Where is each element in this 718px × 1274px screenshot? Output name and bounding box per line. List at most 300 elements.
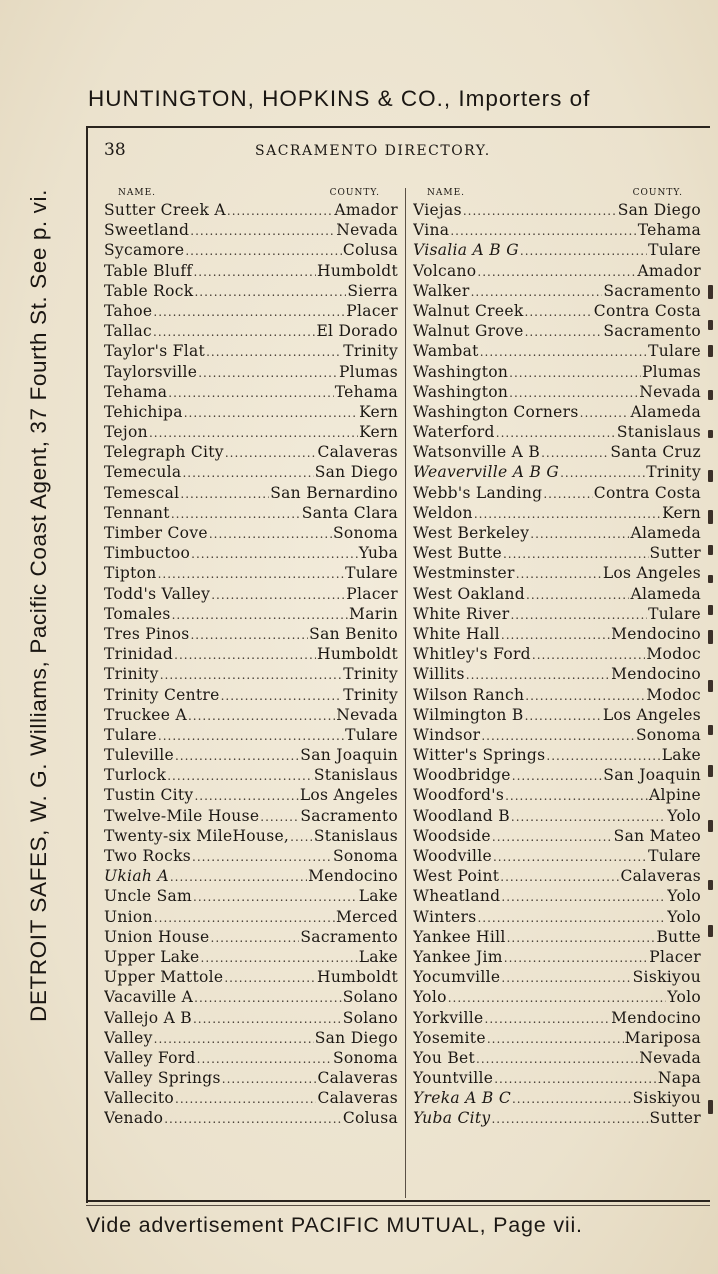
dot-leader: [466, 665, 610, 684]
dot-leader: [511, 807, 666, 826]
county-name: San Benito: [309, 624, 398, 643]
place-name: Westminster: [413, 564, 515, 583]
dot-leader: [193, 1009, 342, 1028]
place-name: West Butte: [413, 544, 502, 563]
county-name: Trinity: [646, 463, 701, 482]
county-name: Solano: [342, 988, 398, 1007]
directory-entry: [413, 442, 701, 462]
county-name: Kern: [662, 503, 701, 522]
place-name: Wilson Ranch: [413, 685, 525, 704]
directory-entry: [413, 422, 701, 442]
dot-leader: [560, 463, 645, 482]
dot-leader: [194, 988, 342, 1007]
directory-entry: [104, 543, 398, 563]
directory-entry: [104, 483, 398, 503]
directory-entry: [104, 402, 398, 422]
county-name: Modoc: [646, 685, 701, 704]
county-name: Los Angeles: [602, 705, 701, 724]
place-name: You Bet: [413, 1048, 476, 1067]
dot-leader: [493, 847, 647, 866]
page-edge-mark: [708, 820, 713, 832]
county-name: Santa Clara: [301, 503, 398, 522]
directory-entry: [104, 866, 398, 886]
county-name: Napa: [657, 1069, 701, 1088]
place-name: Vallecito: [104, 1089, 174, 1108]
dot-leader: [290, 827, 313, 846]
page-edge-mark: [708, 345, 713, 357]
dot-leader: [530, 524, 629, 543]
place-name: Woodside: [413, 826, 491, 845]
page-edge-mark: [708, 510, 713, 524]
county-name: Contra Costa: [593, 301, 701, 320]
county-name: Lake: [358, 887, 398, 906]
county-name: Sacramento: [603, 322, 701, 341]
dot-leader: [184, 403, 358, 422]
place-name: Telegraph City: [104, 443, 224, 462]
county-name: Calaveras: [317, 1069, 398, 1088]
county-name: Mendocino: [611, 624, 701, 643]
dot-leader: [198, 363, 338, 382]
dot-leader: [520, 241, 647, 260]
place-name: Tahoe: [104, 301, 153, 320]
directory-entry: [413, 806, 701, 826]
dot-leader: [197, 1049, 332, 1068]
dot-leader: [194, 282, 346, 301]
directory-entry: [413, 705, 701, 725]
place-name: Tustin City: [104, 786, 194, 805]
directory-entry: [104, 745, 398, 765]
column-header: [104, 188, 398, 200]
directory-entry: [413, 927, 701, 947]
place-name: Washington: [413, 382, 509, 401]
dot-leader: [525, 686, 645, 705]
directory-entry: [413, 523, 701, 543]
directory-entry: [413, 261, 701, 281]
place-name: Yorkville: [413, 1008, 484, 1027]
dot-leader: [501, 887, 666, 906]
dot-leader: [224, 968, 316, 987]
place-name: Twelve-Mile House: [104, 806, 260, 825]
place-name: Sycamore: [104, 241, 185, 260]
county-name: Tehama: [637, 221, 701, 240]
county-name: Placer: [649, 947, 701, 966]
place-name: Sweetland: [104, 221, 190, 240]
place-name: Sutter Creek A: [104, 201, 226, 219]
directory-entry: [413, 563, 701, 583]
county-name: Plumas: [641, 362, 701, 381]
place-name: Webb's Landing: [413, 483, 543, 502]
page-edge-mark: [708, 630, 713, 644]
dot-leader: [477, 908, 666, 927]
county-name: Sacramento: [300, 927, 398, 946]
county-name: Plumas: [338, 362, 398, 381]
place-name: Whitley's Ford: [413, 645, 531, 664]
place-name: Table Bluff: [104, 261, 193, 280]
place-name: White Hall: [413, 624, 500, 643]
directory-entry: [104, 523, 398, 543]
dot-leader: [501, 968, 631, 987]
county-name: Stanislaus: [616, 423, 701, 442]
place-name: Tallac: [104, 322, 153, 341]
bottom-rule: [86, 1200, 710, 1202]
directory-entry: [413, 745, 701, 765]
dot-leader: [474, 504, 661, 523]
dot-leader: [496, 423, 616, 442]
column-header: [413, 188, 701, 200]
county-name: Alameda: [630, 402, 701, 421]
place-name: Wilmington B: [413, 705, 524, 724]
directory-entry: [413, 584, 701, 604]
dot-leader: [164, 1109, 342, 1128]
dot-leader: [211, 928, 300, 947]
place-name: Woodford's: [413, 786, 505, 805]
county-name: Sutter: [649, 544, 701, 563]
dot-leader: [191, 544, 358, 563]
county-name: Yolo: [667, 988, 701, 1007]
directory-entry: [104, 644, 398, 664]
dot-leader: [512, 1089, 632, 1108]
county-name: Santa Cruz: [610, 443, 701, 462]
directory-entry: [104, 584, 398, 604]
directory-entry: [104, 604, 398, 624]
dot-leader: [525, 302, 593, 321]
directory-entry: [104, 422, 398, 442]
directory-entry: [104, 1008, 398, 1028]
page-edge-mark: [708, 470, 713, 482]
place-name: Weaverville A B G: [413, 463, 560, 482]
place-name: Walker: [413, 281, 470, 300]
dot-leader: [500, 867, 619, 886]
place-name: Wambat: [413, 342, 479, 361]
place-name: Valley: [104, 1028, 153, 1047]
place-name: Woodland B: [413, 806, 510, 825]
place-name: Todd's Valley: [104, 584, 211, 603]
directory-entry: [104, 341, 398, 361]
county-name: Calaveras: [317, 443, 398, 462]
dot-leader: [504, 948, 649, 967]
place-name: Vina: [413, 221, 450, 240]
place-name: Two Rocks: [104, 847, 192, 865]
place-name: Valley Springs: [104, 1069, 221, 1088]
county-name: Tulare: [648, 241, 701, 260]
dot-leader: [193, 887, 358, 906]
place-name: Tulare: [104, 725, 157, 744]
place-name: West Point: [413, 867, 500, 886]
directory-entry: [104, 362, 398, 382]
place-name: Watsonville A B: [413, 443, 541, 462]
directory-entry: [413, 301, 701, 321]
directory-entry: [413, 462, 701, 482]
left-entry-list: [104, 200, 398, 1129]
directory-entry: [104, 705, 398, 725]
dot-leader: [194, 786, 298, 805]
county-name: Trinity: [343, 685, 398, 704]
dot-leader: [190, 221, 335, 240]
page-header: HUNTINGTON, HOPKINS & CO., Importers of: [88, 86, 591, 111]
dot-leader: [516, 564, 602, 583]
directory-entry: [104, 200, 398, 220]
dot-leader: [206, 342, 342, 361]
directory-entry: [104, 685, 398, 705]
dot-leader: [167, 766, 313, 785]
dot-leader: [153, 302, 345, 321]
county-name: Trinity: [343, 342, 398, 361]
place-name: Yankee Hill: [413, 927, 506, 946]
county-name: Butte: [656, 927, 701, 946]
place-name: Woodbridge: [413, 766, 511, 785]
dot-leader: [154, 1029, 314, 1048]
running-head: SACRAMENTO DIRECTORY.: [255, 143, 491, 159]
place-name: Tehichipa: [104, 402, 183, 421]
directory-entry: [413, 725, 701, 745]
place-name: Trinidad: [104, 645, 174, 664]
dot-leader: [174, 645, 316, 664]
county-name: Placer: [346, 584, 398, 603]
directory-entry: [413, 987, 701, 1007]
directory-entry: [413, 281, 701, 301]
directory-entry: [104, 947, 398, 967]
directory-entry: [413, 826, 701, 846]
left-column: [104, 188, 398, 1129]
directory-entry: [413, 947, 701, 967]
place-name: Tuleville: [104, 746, 174, 765]
place-name: Volcano: [413, 261, 477, 280]
place-name: Tres Pinos: [104, 624, 190, 643]
dot-leader: [180, 484, 269, 503]
directory-entry: [413, 1048, 701, 1068]
directory-entry: [413, 1028, 701, 1048]
county-name: Mariposa: [624, 1028, 701, 1047]
name-column-label: NAME.: [427, 188, 466, 198]
dot-leader: [480, 342, 647, 361]
dot-leader: [463, 201, 617, 220]
place-name: Walnut Grove: [413, 322, 524, 341]
place-name: Vallejo A B: [104, 1008, 192, 1027]
county-name: Calaveras: [620, 867, 701, 886]
county-name: Nevada: [639, 382, 701, 401]
directory-entry: [104, 220, 398, 240]
place-name: Woodville: [413, 847, 492, 865]
dot-leader: [505, 786, 648, 805]
place-name: Yolo: [413, 988, 447, 1007]
dot-leader: [487, 1029, 624, 1048]
place-name: Wheatland: [413, 887, 501, 906]
place-name: Tomales: [104, 604, 171, 623]
directory-entry: [104, 826, 398, 846]
directory-entry: [104, 321, 398, 341]
dot-leader: [225, 443, 317, 462]
county-name: Yolo: [667, 887, 701, 906]
dot-leader: [168, 383, 333, 402]
directory-entry: [104, 846, 398, 866]
county-name: Amador: [334, 201, 398, 219]
dot-leader: [221, 686, 343, 705]
directory-entry: [413, 362, 701, 382]
directory-entry: [413, 866, 701, 886]
directory-entry: [104, 785, 398, 805]
county-name: Sonoma: [332, 524, 398, 542]
directory-entry: [413, 483, 701, 503]
place-name: Venado: [104, 1109, 164, 1128]
side-advertisement: DETROIT SAFES, W. G. Williams, Pacific Coast Agent, 37 Fourth St. See p. vi.: [26, 189, 51, 1022]
directory-entry: [104, 967, 398, 987]
page-edge-mark: [708, 430, 713, 438]
dot-leader: [525, 322, 603, 341]
directory-entry: [413, 785, 701, 805]
place-name: Yreka A B C: [413, 1089, 511, 1108]
directory-entry: [104, 261, 398, 281]
county-name: Placer: [346, 301, 398, 320]
county-name: Lake: [661, 746, 701, 765]
place-name: Visalia A B G: [413, 241, 519, 260]
dot-leader: [541, 443, 609, 462]
directory-entry: [413, 402, 701, 422]
county-name: San Mateo: [613, 826, 701, 845]
county-name: Alameda: [630, 524, 701, 542]
dot-leader: [543, 484, 592, 503]
directory-entry: [413, 200, 701, 220]
place-name: Tehama: [104, 382, 168, 401]
dot-leader: [546, 746, 660, 765]
directory-entry: [413, 1008, 701, 1028]
dot-leader: [149, 423, 358, 442]
county-name: Humboldt: [317, 968, 398, 987]
directory-entry: [413, 321, 701, 341]
page-edge-mark: [708, 390, 713, 400]
directory-entry: [413, 240, 701, 260]
directory-entry: [104, 624, 398, 644]
directory-entry: [104, 1048, 398, 1068]
county-name: Merced: [335, 907, 398, 926]
county-name: Solano: [342, 1008, 398, 1027]
dot-leader: [260, 807, 299, 826]
dot-leader: [485, 1009, 611, 1028]
dot-leader: [211, 585, 345, 604]
place-name: Walnut Creek: [413, 301, 524, 320]
directory-entry: [104, 240, 398, 260]
page-number: 38: [104, 140, 126, 160]
dot-leader: [153, 322, 315, 341]
dot-leader: [494, 1069, 657, 1088]
bottom-rule-thin: [86, 1205, 710, 1206]
directory-entry: [104, 806, 398, 826]
county-name: Tulare: [648, 342, 701, 361]
directory-entry: [104, 442, 398, 462]
dot-leader: [509, 363, 641, 382]
page-edge-mark: [708, 545, 713, 555]
place-name: Turlock: [104, 766, 167, 785]
place-name: Upper Lake: [104, 947, 200, 966]
dot-leader: [491, 1109, 648, 1128]
dot-leader: [492, 827, 613, 846]
place-name: Temecula: [104, 463, 182, 482]
county-name: Mendocino: [611, 665, 701, 684]
right-column: [413, 188, 701, 1129]
directory-entry: [104, 462, 398, 482]
page-edge-mark: [708, 605, 713, 615]
directory-entry: [413, 907, 701, 927]
dot-leader: [172, 605, 348, 624]
county-name: Sonoma: [332, 1048, 398, 1067]
county-name: Calaveras: [317, 1089, 398, 1108]
place-name: Ukiah A: [104, 867, 169, 886]
directory-entry: [413, 1088, 701, 1108]
place-name: Willits: [413, 665, 465, 684]
county-name: Colusa: [342, 241, 398, 260]
place-name: Twenty-six MileHouse,: [104, 826, 290, 845]
place-name: Vacaville A: [104, 988, 194, 1007]
county-name: Marin: [349, 604, 398, 623]
place-name: Yuba City: [413, 1109, 491, 1128]
county-column-label: COUNTY.: [632, 188, 683, 198]
county-name: Humboldt: [317, 645, 398, 664]
directory-entry: [104, 1028, 398, 1048]
column-divider: [405, 188, 406, 1198]
dot-leader: [185, 241, 342, 260]
dot-leader: [525, 706, 602, 725]
dot-leader: [192, 847, 332, 866]
dot-leader: [171, 504, 301, 523]
county-name: Sonoma: [635, 725, 701, 744]
directory-entry: [413, 644, 701, 664]
dot-leader: [175, 746, 299, 765]
directory-entry: [413, 503, 701, 523]
county-name: Sacramento: [300, 806, 398, 825]
dot-leader: [201, 948, 358, 967]
directory-entry: [104, 503, 398, 523]
dot-leader: [158, 564, 345, 583]
directory-entry: [413, 967, 701, 987]
county-name: San Bernardino: [270, 483, 398, 502]
dot-leader: [477, 262, 636, 281]
county-name: Yolo: [667, 907, 701, 926]
county-name: Sacramento: [603, 281, 701, 300]
directory-entry: [104, 1068, 398, 1088]
directory-entry: [104, 281, 398, 301]
page-footer: Vide advertisement PACIFIC MUTUAL, Page vii.: [86, 1213, 583, 1237]
dot-leader: [509, 383, 638, 402]
place-name: Washington Corners: [413, 402, 579, 421]
directory-entry: [104, 382, 398, 402]
dot-leader: [580, 403, 630, 422]
directory-entry: [413, 604, 701, 624]
county-name: Nevada: [336, 221, 398, 240]
place-name: Tipton: [104, 564, 157, 583]
page-edge-mark: [708, 285, 713, 299]
county-name: Los Angeles: [299, 786, 398, 805]
directory-entry: [413, 664, 701, 684]
place-name: West Oakland: [413, 584, 525, 603]
county-name: San Diego: [314, 1028, 398, 1047]
directory-entry: [413, 886, 701, 906]
page-edge-mark: [708, 880, 713, 890]
page-edge-mark: [708, 725, 713, 735]
dot-leader: [532, 645, 645, 664]
place-name: Truckee A: [104, 705, 187, 724]
top-rule: [86, 126, 710, 128]
dot-leader: [526, 585, 629, 604]
directory-entry: [413, 1068, 701, 1088]
dot-leader: [510, 605, 647, 624]
county-name: San Joaquin: [603, 766, 701, 785]
page-edge-mark: [708, 320, 713, 330]
dot-leader: [476, 1049, 638, 1068]
directory-entry: [413, 1108, 701, 1128]
dot-leader: [190, 625, 308, 644]
dot-leader: [175, 1089, 316, 1108]
place-name: Washington: [413, 362, 509, 381]
place-name: West Berkeley: [413, 524, 530, 542]
